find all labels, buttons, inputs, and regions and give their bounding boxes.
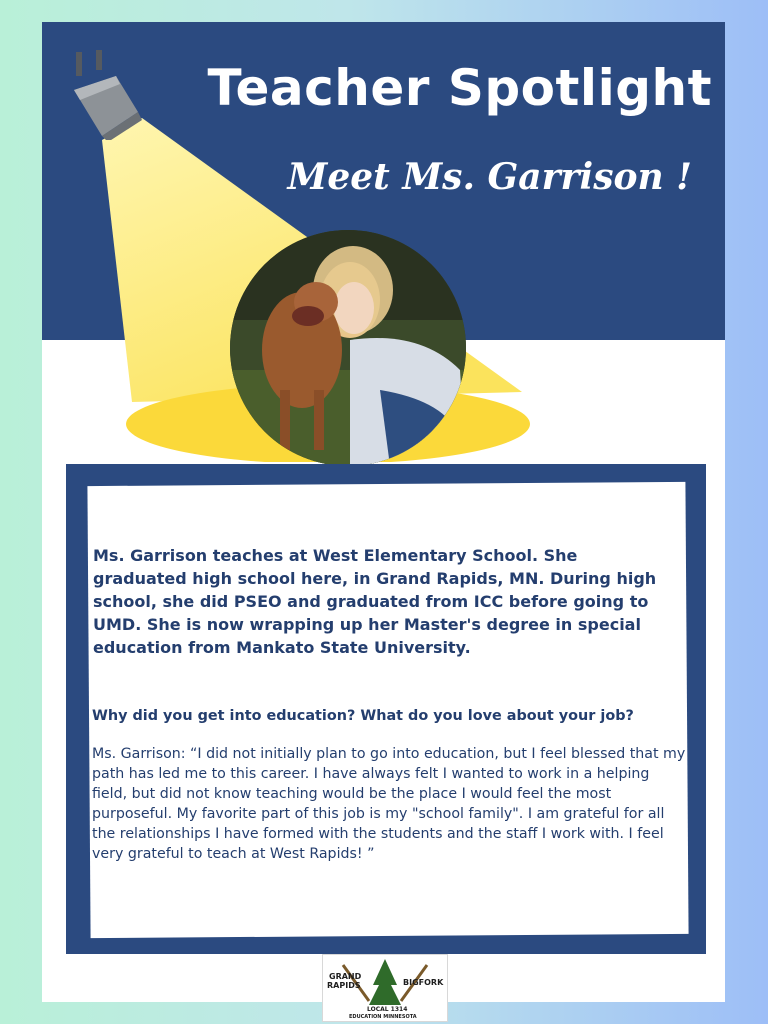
union-logo xyxy=(322,954,448,1022)
pine-tree-icon xyxy=(369,959,401,1005)
spotlight-lamp-icon xyxy=(68,50,148,140)
intro-paragraph: Ms. Garrison teaches at West Elementary School. She graduated high school here, in Grand Rapids, MN. During high school, she did PSEO and graduated from ICC before going to UMD. She is now wrapping up her Master's degree in special education from Mankato State University. xyxy=(93,546,657,657)
teacher-portrait-photo xyxy=(230,230,466,466)
logo-right: BIGFORK xyxy=(403,978,444,987)
page-subtitle: Meet Ms. Garrison ! xyxy=(287,156,692,198)
portrait-photo-icon xyxy=(230,230,466,466)
logo-left-line1: GRAND xyxy=(329,972,362,981)
logo-local: LOCAL 1314 xyxy=(367,1006,408,1013)
logo-left-line2: RAPIDS xyxy=(327,981,361,990)
interview-question: Why did you get into education? What do you love about your job? xyxy=(92,708,634,724)
interview-answer: Ms. Garrison: “I did not initially plan to go into education, but I feel blessed that my path has led me to this career. I have always felt I wanted to work in a helping field, but did not know teaching would be the place I would feel the most purposeful. My favorite part of this job is my "school family". I am grateful for all the relationships I have formed with the students and the staff I work with. I feel very grateful to teach at West Rapids! ” xyxy=(92,746,686,862)
logo-union: EDUCATION MINNESOTA xyxy=(349,1014,417,1020)
page-title: Teacher Spotlight xyxy=(207,59,712,117)
